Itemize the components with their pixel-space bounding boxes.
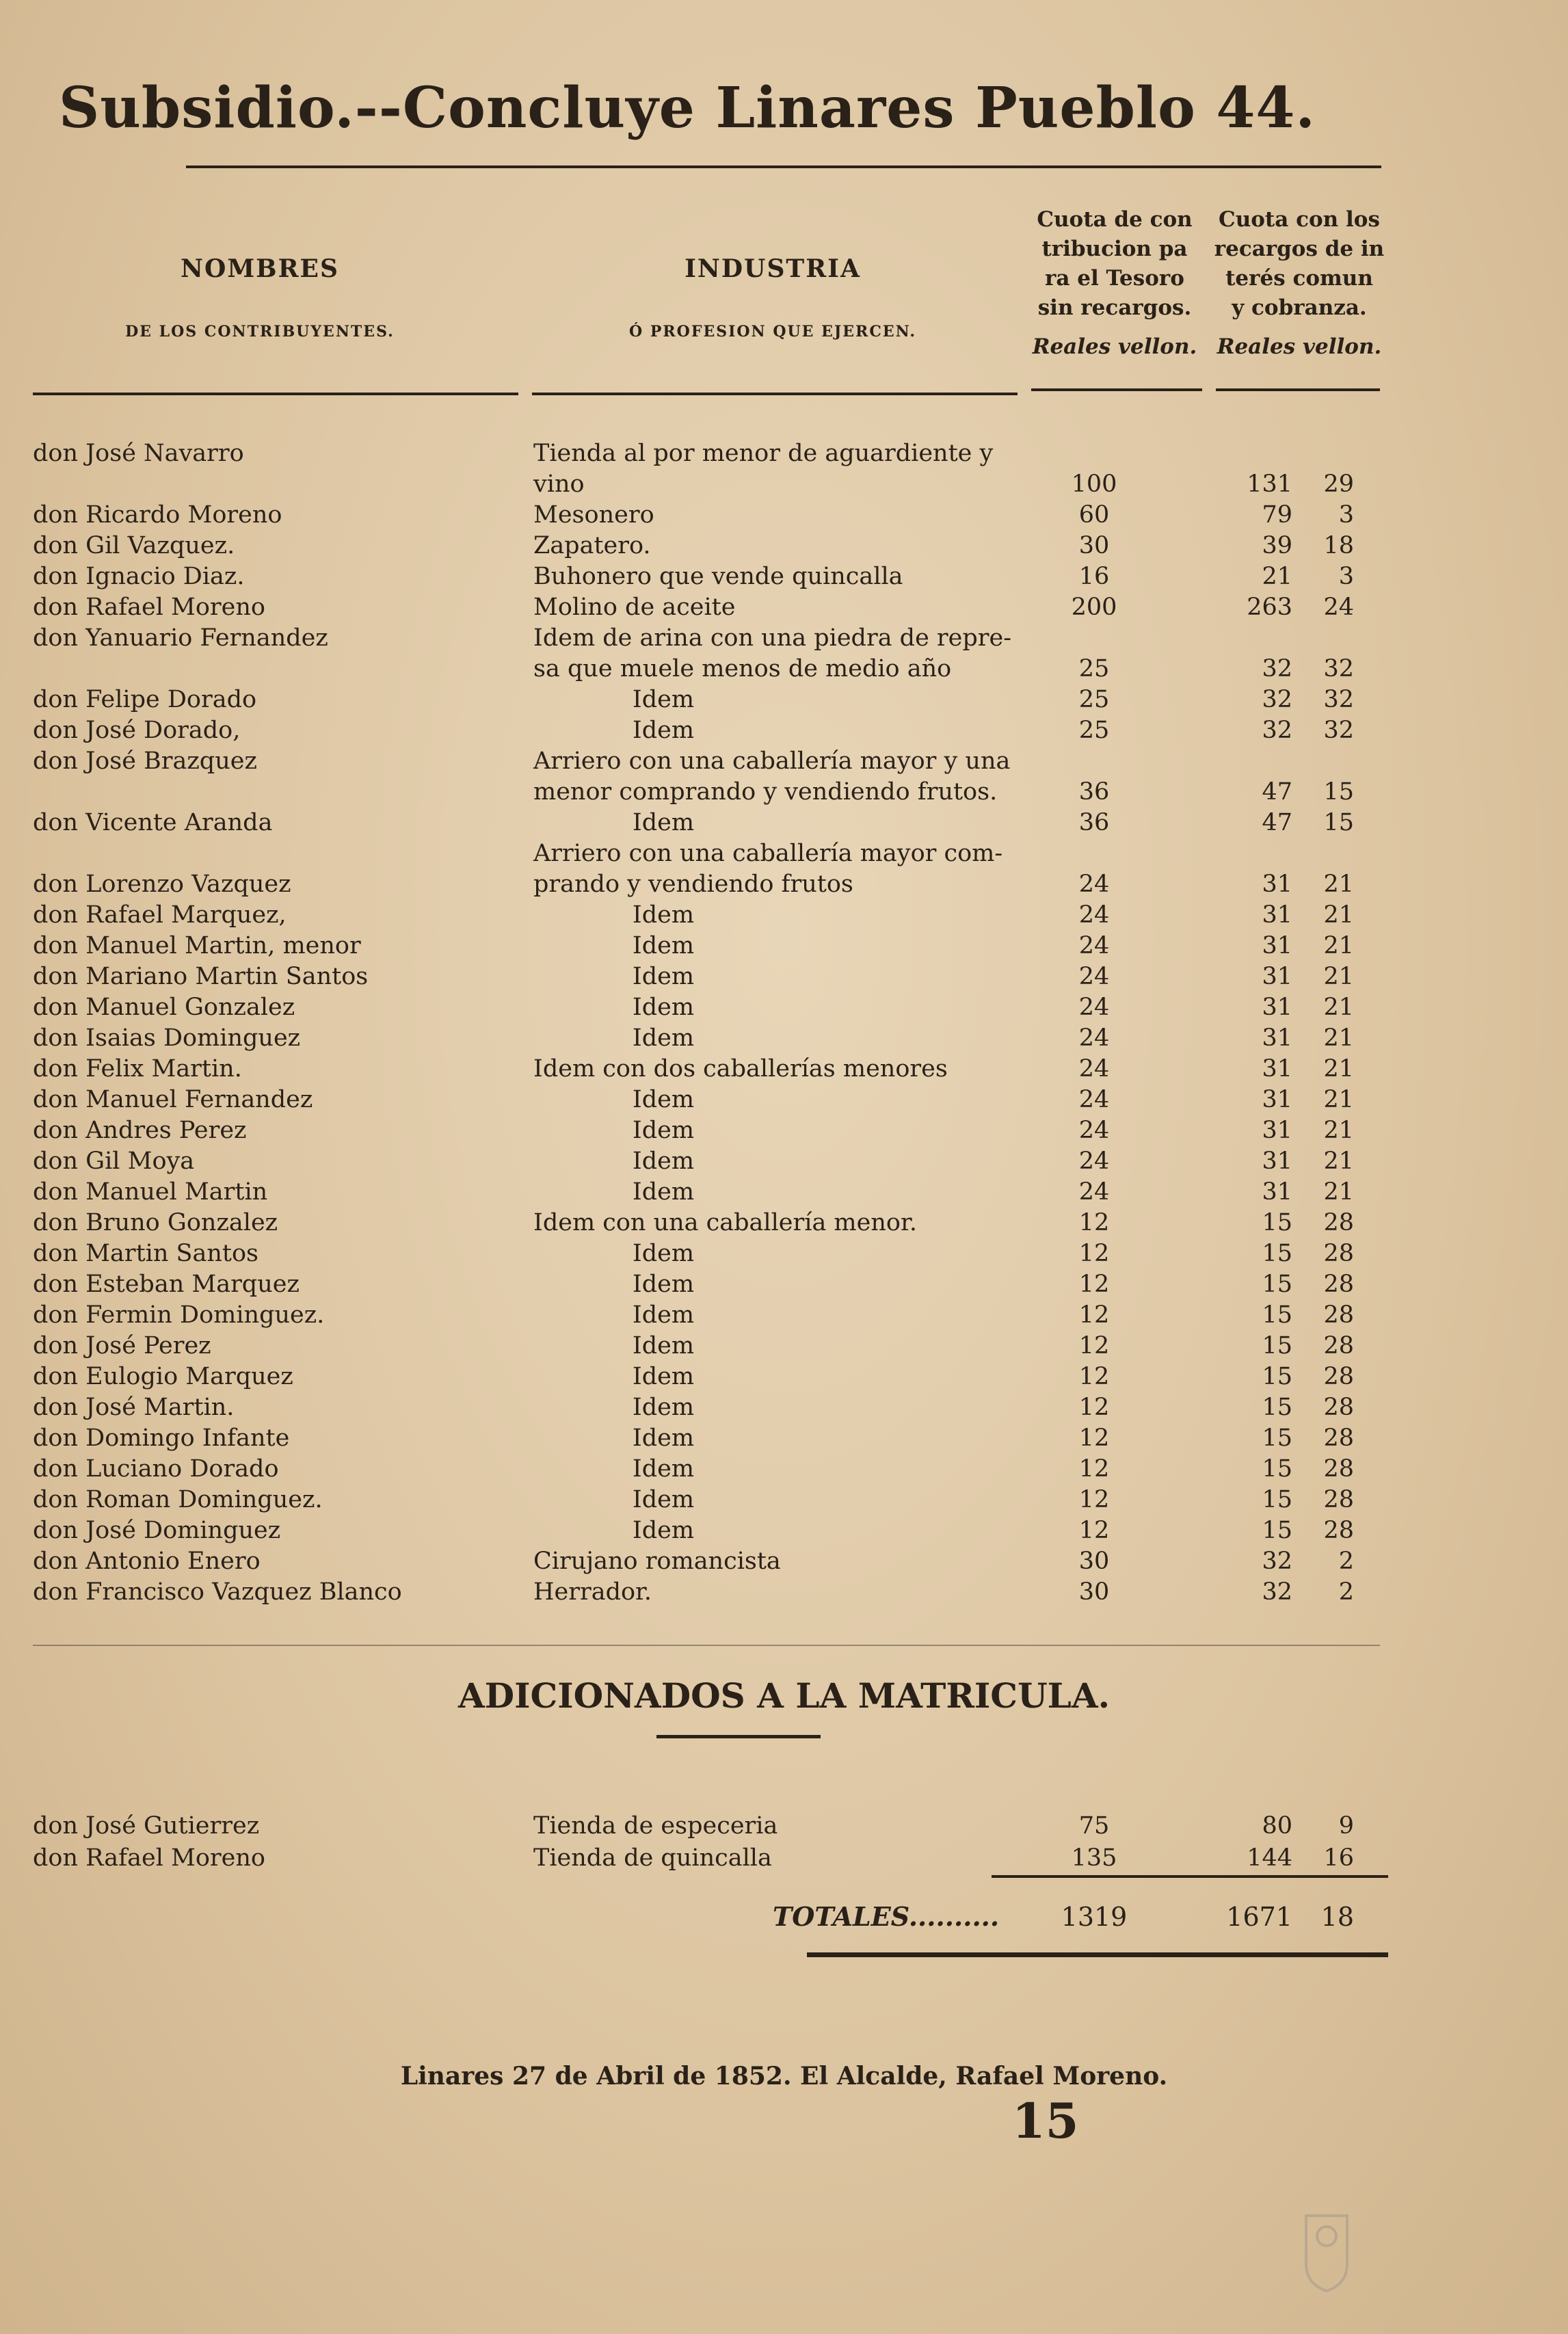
cuota-recargos-int: 15 [1262,1332,1292,1360]
section-rule [656,1735,821,1738]
header-cuota-recargos-line: y cobranza. [1232,295,1367,320]
contributor-name: don Rafael Marquez, [33,901,287,929]
cuota-tesoro: 60 [1078,501,1110,529]
table-row [0,592,1568,623]
cuota-recargos-int: 32 [1262,655,1292,682]
table-row [0,438,1568,469]
huelva-watermark-logo [1292,2195,1518,2305]
industry: Idem [632,809,695,836]
table-row [0,684,1568,715]
header-cuota-tesoro-unit: Reales vellon. [1032,334,1197,359]
cuota-recargos-dec: 28 [1323,1394,1354,1421]
table-row [0,530,1568,561]
header-cuota-tesoro-line: tribucion pa [1041,237,1188,261]
cuota-recargos-dec: 3 [1338,563,1354,590]
header-rule [1031,388,1202,391]
industry: Idem [632,1117,695,1144]
cuota-recargos-dec: 21 [1323,932,1354,959]
table-row [0,499,1568,531]
cuota-recargos-int: 31 [1262,994,1292,1021]
cuota-tesoro: 12 [1078,1271,1110,1298]
industry: Herrador. [533,1578,652,1606]
cuota-recargos-int: 15 [1262,1517,1292,1544]
contributor-name: don José Dominguez [33,1517,281,1544]
cuota-recargos-int: 32 [1262,1578,1292,1606]
table-row [0,653,1568,685]
cuota-recargos-int: 15 [1262,1455,1292,1483]
cuota-tesoro: 24 [1078,963,1110,990]
table-row [0,1022,1568,1054]
subtotal-rule [992,1875,1388,1878]
cuota-recargos-int: 131 [1247,470,1292,498]
table-row [0,807,1568,838]
cuota-tesoro: 12 [1078,1424,1110,1452]
cuota-recargos-int: 15 [1262,1271,1292,1298]
industry: Idem [632,1240,695,1267]
cuota-tesoro: 24 [1078,1086,1110,1113]
cuota-recargos-int: 39 [1262,532,1292,559]
header-rule [1216,388,1380,391]
industry: Idem con una caballería menor. [533,1209,917,1236]
section-title: ADICIONADOS A LA MATRICULA. [457,1675,1111,1716]
contributor-name: don Manuel Fernandez [33,1086,313,1113]
contributor-name: don Eulogio Marquez [33,1363,293,1390]
contributor-name: don José Martin. [33,1394,235,1421]
cuota-recargos-int: 47 [1262,809,1292,836]
cuota-tesoro: 24 [1078,871,1110,898]
contributor-name: don Vicente Aranda [33,809,273,836]
cuota-recargos-dec: 24 [1323,594,1354,621]
industry: Idem [632,1486,695,1513]
table-row [0,1238,1568,1269]
contributor-name: don Yanuario Fernandez [33,624,328,652]
totals-rule [807,1952,1388,1957]
page-number: 15 [1012,2093,1079,2149]
cuota-tesoro: 12 [1078,1240,1110,1267]
table-row [0,838,1568,869]
industry: vino [533,470,585,498]
cuota-recargos-int: 79 [1262,501,1292,529]
table-row [0,1269,1568,1300]
cuota-tesoro: 200 [1071,594,1117,621]
header-nombres: NOMBRES [181,254,339,283]
industry: Idem [632,1086,695,1113]
header-cuota-recargos [1214,205,1385,362]
header-nombres-sub: DE LOS CONTRIBUYENTES. [125,323,395,341]
industry: Tienda al por menor de aguardiente y [533,440,994,467]
table-row [0,1084,1568,1115]
page-title: Subsidio.--Concluye Linares Pueblo 44. [59,75,1316,141]
cuota-recargos-int: 31 [1262,963,1292,990]
contributor-name: don Luciano Dorado [33,1455,279,1483]
table-row [0,1392,1568,1423]
table-row [0,1207,1568,1238]
industry: Buhonero que vende quincalla [533,563,903,590]
totals-recargos-int: 1671 [1226,1902,1292,1932]
industry: sa que muele menos de medio año [533,655,952,682]
cuota-recargos-dec: 28 [1323,1332,1354,1360]
cuota-tesoro: 12 [1078,1517,1110,1544]
table-row [0,930,1568,962]
industry: Tienda de quincalla [533,1844,772,1872]
contributor-name: don José Dorado, [33,717,241,744]
contributor-name: don Felix Martin. [33,1055,242,1083]
cuota-recargos-int: 31 [1262,1086,1292,1113]
table-row [0,1176,1568,1208]
cuota-recargos-dec: 21 [1323,994,1354,1021]
cuota-recargos-dec: 21 [1323,871,1354,898]
header-industria-sub: Ó PROFESION QUE EJERCEN. [629,323,916,341]
cuota-tesoro: 25 [1078,717,1110,744]
industry: Cirujano romancista [533,1548,781,1575]
contributor-name: don Fermin Dominguez. [33,1301,325,1329]
cuota-recargos-dec: 28 [1323,1301,1354,1329]
industry: Idem [632,994,695,1021]
table-row [0,1330,1568,1362]
table-row [0,1576,1568,1608]
header-cuota-tesoro-line: Cuota de con [1037,207,1193,232]
industry: Idem [632,1455,695,1483]
header-cuota-recargos-line: recargos de in [1214,237,1385,261]
cuota-recargos-dec: 32 [1323,686,1354,713]
cuota-recargos-dec: 28 [1323,1363,1354,1390]
cuota-recargos-int: 32 [1262,686,1292,713]
table-row [0,745,1568,777]
contributor-name: don Manuel Gonzalez [33,994,295,1021]
cuota-tesoro: 25 [1078,686,1110,713]
cuota-tesoro: 24 [1078,1117,1110,1144]
contributor-name: don Mariano Martin Santos [33,963,369,990]
industry: Idem [632,1024,695,1052]
table-row [0,992,1568,1023]
contributor-name: don Felipe Dorado [33,686,257,713]
cuota-recargos-dec: 28 [1323,1517,1354,1544]
cuota-recargos-dec: 32 [1323,655,1354,682]
cuota-tesoro: 24 [1078,1055,1110,1083]
cuota-tesoro: 100 [1071,470,1117,498]
cuota-recargos-int: 144 [1247,1844,1292,1872]
contributor-name: don Isaias Dominguez [33,1024,301,1052]
cuota-recargos-int: 31 [1262,871,1292,898]
cuota-recargos-dec: 15 [1323,778,1354,806]
cuota-recargos-int: 31 [1262,1055,1292,1083]
header-industria: INDUSTRIA [685,254,861,283]
totals-recargos-dec: 18 [1320,1902,1354,1932]
industry: Idem de arina con una piedra de repre- [533,624,1012,652]
contributor-name: don Martin Santos [33,1240,258,1267]
industry: Arriero con una caballería mayor com- [533,840,1003,867]
contributor-name: don Bruno Gonzalez [33,1209,278,1236]
added-row [0,1842,1568,1874]
cuota-tesoro: 30 [1078,1578,1110,1606]
industry: Idem [632,1271,695,1298]
cuota-recargos-int: 15 [1262,1363,1292,1390]
table-row [0,1484,1568,1515]
cuota-recargos-int: 15 [1262,1394,1292,1421]
cuota-tesoro: 24 [1078,1024,1110,1052]
table-end-rule [33,1645,1380,1646]
cuota-recargos-int: 31 [1262,932,1292,959]
cuota-recargos-int: 15 [1262,1301,1292,1329]
contributor-name: don José Gutierrez [33,1812,260,1840]
cuota-recargos-int: 31 [1262,1148,1292,1175]
cuota-recargos-dec: 16 [1323,1844,1354,1872]
contributor-name: don José Perez [33,1332,211,1360]
cuota-tesoro: 12 [1078,1209,1110,1236]
table-row [0,1515,1568,1546]
cuota-tesoro: 30 [1078,532,1110,559]
cuota-tesoro: 12 [1078,1301,1110,1329]
industry: Idem [632,901,695,929]
industry: Idem [632,1517,695,1544]
cuota-tesoro: 12 [1078,1486,1110,1513]
industry: Idem [632,686,695,713]
header-cuota-recargos-unit: Reales vellon. [1217,334,1382,359]
industry: Tienda de especeria [533,1812,778,1840]
table-row [0,776,1568,808]
industry: Idem [632,1424,695,1452]
industry: menor comprando y vendiendo frutos. [533,778,998,806]
header-cuota-recargos-line: Cuota con los [1219,207,1380,232]
cuota-recargos-int: 32 [1262,1548,1292,1575]
cuota-tesoro: 24 [1078,932,1110,959]
industry: Mesonero [533,501,654,529]
industry: Idem [632,1301,695,1329]
table-row [0,1145,1568,1177]
cuota-recargos-dec: 3 [1338,501,1354,529]
cuota-recargos-int: 15 [1262,1486,1292,1513]
header-rule [33,393,518,395]
cuota-tesoro: 36 [1078,778,1110,806]
header-cuota-tesoro-line: ra el Tesoro [1045,266,1184,291]
cuota-recargos-dec: 21 [1323,901,1354,929]
industry: prando y vendiendo frutos [533,871,853,898]
cuota-tesoro: 24 [1078,1178,1110,1206]
cuota-tesoro: 24 [1078,901,1110,929]
cuota-recargos-dec: 28 [1323,1240,1354,1267]
cuota-recargos-int: 15 [1262,1424,1292,1452]
cuota-tesoro: 75 [1078,1812,1110,1840]
table-row [0,899,1568,931]
cuota-tesoro: 12 [1078,1455,1110,1483]
cuota-recargos-int: 263 [1247,594,1292,621]
cuota-recargos-dec: 29 [1323,470,1354,498]
cuota-recargos-int: 31 [1262,901,1292,929]
contributor-name: don Francisco Vazquez Blanco [33,1578,402,1606]
contributor-name: don Ignacio Diaz. [33,563,245,590]
industry: Idem [632,932,695,959]
table-row [0,1546,1568,1577]
industry: Molino de aceite [533,594,736,621]
industry: Idem [632,1178,695,1206]
cuota-recargos-int: 21 [1262,563,1292,590]
cuota-tesoro: 16 [1078,563,1110,590]
cuota-recargos-dec: 21 [1323,1117,1354,1144]
cuota-recargos-int: 15 [1262,1240,1292,1267]
contributor-name: don Gil Moya [33,1148,195,1175]
industry: Idem con dos caballerías menores [533,1055,948,1083]
totals-row [0,1898,1568,1936]
industry: Idem [632,717,695,744]
cuota-tesoro: 12 [1078,1394,1110,1421]
cuota-recargos-int: 31 [1262,1024,1292,1052]
cuota-recargos-dec: 21 [1323,1178,1354,1206]
cuota-recargos-dec: 28 [1323,1271,1354,1298]
cuota-tesoro: 30 [1078,1548,1110,1575]
contributor-name: don Manuel Martin [33,1178,268,1206]
contributor-name: don Domingo Infante [33,1424,290,1452]
table-row [0,468,1568,500]
cuota-recargos-dec: 15 [1323,809,1354,836]
cuota-tesoro: 12 [1078,1363,1110,1390]
table-row [0,868,1568,900]
title-rule [186,165,1381,168]
header-rule [532,393,1018,395]
industry: Idem [632,963,695,990]
cuota-recargos-dec: 2 [1338,1548,1354,1575]
cuota-recargos-dec: 32 [1323,717,1354,744]
table-row [0,1299,1568,1331]
table-row [0,1053,1568,1085]
cuota-recargos-int: 31 [1262,1117,1292,1144]
cuota-recargos-dec: 21 [1323,1086,1354,1113]
cuota-tesoro: 36 [1078,809,1110,836]
industry: Idem [632,1332,695,1360]
table-row [0,1361,1568,1392]
cuota-tesoro: 25 [1078,655,1110,682]
contributor-name: don José Brazquez [33,747,257,775]
cuota-recargos-dec: 9 [1338,1812,1354,1840]
signature-line: Linares 27 de Abril de 1852. El Alcalde, Rafael Moreno. [400,2062,1168,2091]
cuota-recargos-int: 32 [1262,717,1292,744]
cuota-recargos-dec: 21 [1323,1055,1354,1083]
cuota-recargos-dec: 28 [1323,1455,1354,1483]
table-row [0,1453,1568,1485]
cuota-recargos-int: 47 [1262,778,1292,806]
cuota-recargos-dec: 18 [1323,532,1354,559]
table-row [0,1422,1568,1454]
table-row [0,1115,1568,1146]
contributor-name: don Esteban Marquez [33,1271,300,1298]
cuota-recargos-int: 15 [1262,1209,1292,1236]
header-cuota-tesoro-line: sin recargos. [1037,295,1192,320]
cuota-recargos-dec: 28 [1323,1424,1354,1452]
totals-tesoro: 1319 [1061,1902,1128,1932]
cuota-recargos-int: 31 [1262,1178,1292,1206]
cuota-tesoro: 12 [1078,1332,1110,1360]
cuota-recargos-dec: 2 [1338,1578,1354,1606]
header-cuota-recargos-line: terés comun [1225,266,1373,291]
industry: Zapatero. [533,532,651,559]
cuota-recargos-dec: 28 [1323,1209,1354,1236]
cuota-recargos-dec: 21 [1323,1024,1354,1052]
table-row [0,961,1568,992]
industry: Idem [632,1363,695,1390]
table-row [0,622,1568,654]
contributor-name: don Rafael Moreno [33,1844,265,1872]
contributor-name: don Ricardo Moreno [33,501,282,529]
cuota-recargos-dec: 21 [1323,963,1354,990]
contributor-name: don Rafael Moreno [33,594,265,621]
industry: Arriero con una caballería mayor y una [533,747,1011,775]
cuota-recargos-dec: 21 [1323,1148,1354,1175]
cuota-tesoro: 135 [1071,1844,1117,1872]
contributor-name: don Roman Dominguez. [33,1486,323,1513]
table-row [0,561,1568,592]
cuota-tesoro: 24 [1078,994,1110,1021]
cuota-recargos-int: 80 [1262,1812,1292,1840]
contributor-name: don Lorenzo Vazquez [33,871,291,898]
contributor-name: don Gil Vazquez. [33,532,235,559]
header-cuota-tesoro [1029,205,1200,362]
contributor-name: don Antonio Enero [33,1548,261,1575]
cuota-recargos-dec: 28 [1323,1486,1354,1513]
totals-label: TOTALES.......... [773,1901,1000,1932]
contributor-name: don Andres Perez [33,1117,247,1144]
industry: Idem [632,1148,695,1175]
cuota-tesoro: 24 [1078,1148,1110,1175]
added-row [0,1810,1568,1842]
table-row [0,715,1568,746]
contributor-name: don José Navarro [33,440,244,467]
contributor-name: don Manuel Martin, menor [33,932,361,959]
industry: Idem [632,1394,695,1421]
